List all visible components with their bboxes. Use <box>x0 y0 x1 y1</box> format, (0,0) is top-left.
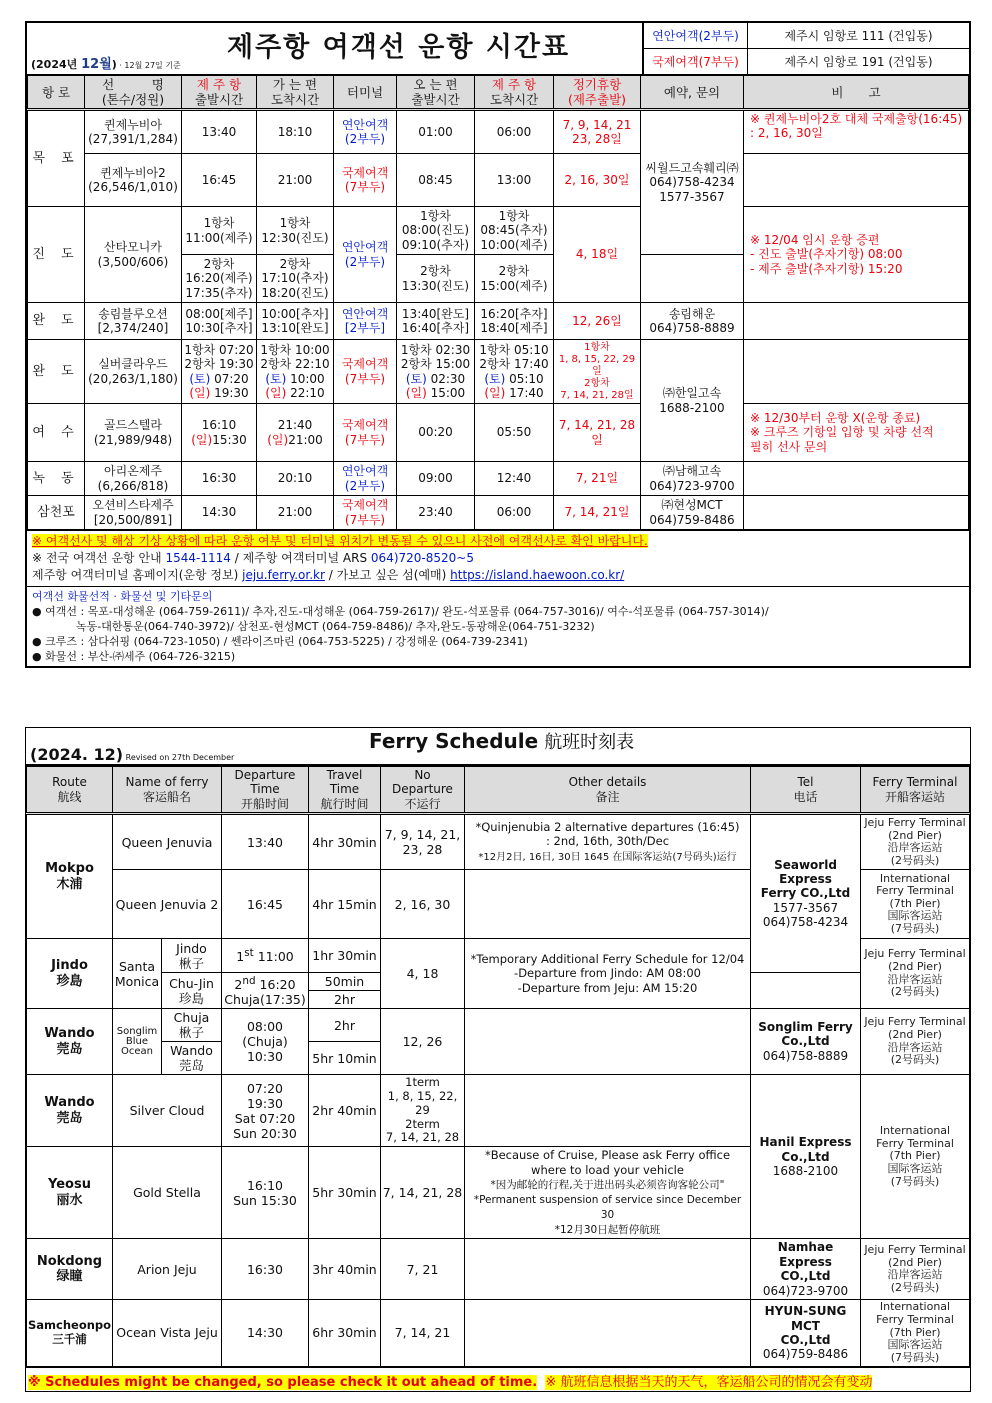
tel-namhae: Namhae Express CO.,Ltd 064)723-9700 <box>751 1239 861 1300</box>
header-route: 항 로 <box>28 76 85 110</box>
english-schedule <box>25 727 971 1392</box>
page-title: 제주항 여객선 운항 시간표 <box>227 32 571 63</box>
schedule-date: (2024. 12) Revised on 27th December <box>30 745 235 764</box>
table-row: 여 수 골드스텔라 (21,989/948) 16:10 (일)15:30 21:40 (일)21:00 국제여객 (7부두) 00:20 05:50 7, 14, 21, 28일 ※ 12/30부터 운항 X(운항 종료) ※ 크루즈 기항일 입항 및 차량 선적 필히 선사 문의 <box>28 404 969 462</box>
page-title: Ferry Schedule 航班时刻表 <box>369 729 635 753</box>
table-header <box>28 76 969 110</box>
ship-name: 송림블루오션 [2,374/240] <box>85 303 182 340</box>
terminal-badge: 국제여객 (7부두) <box>334 340 397 404</box>
remark <box>744 154 969 207</box>
note <box>465 1009 751 1075</box>
terminal-intl: International Ferry Terminal (7th Pier) 国际客运站 (7号码头) <box>861 1299 970 1366</box>
table-row: Chu-Jin 珍島 2nd 16:20 Chuja(17:35) 50min <box>27 973 970 991</box>
holiday: 1항차 1, 8, 15, 22, 29일 2항차 7, 14, 21, 28일 <box>554 340 641 404</box>
terminal-badge: 연안여객 (2부두) <box>334 207 397 303</box>
ship-name: 골드스텔라 (21,989/948) <box>85 404 182 462</box>
ship-name: 오션비스타제주 [20,500/891] <box>85 496 182 530</box>
terminal-badge: 국제여객 (7부두) <box>334 154 397 207</box>
remark <box>744 340 969 404</box>
footer-notice-cn: ※ 航班信息根据当天的天气，客运船公司的情况会有变动 <box>545 1374 873 1390</box>
note <box>465 1299 751 1366</box>
korean-schedule <box>25 21 971 668</box>
route-yeosu: Yeosu 丽水 <box>27 1147 113 1239</box>
table-row: Queen Jenuvia 2 16:45 4hr 15min 2, 16, 30 International Ferry Terminal (7th Pier) 国际客运站 (7号码头) <box>27 870 970 939</box>
holiday: 12, 26일 <box>554 303 641 340</box>
note <box>465 870 751 939</box>
terminal-badge: 국제여객 (7부두) <box>334 404 397 462</box>
table-row: Wando 莞岛 Songlim Blue Ocean Chuja 楸子 08:00 (Chuja) 10:30 2hr 12, 26 Songlim Ferry Co.,Ltd 064)758-8889 Jeju Ferry Terminal (2nd Pier) 沿岸客运站 (2号码头) <box>27 1009 970 1042</box>
tel-songlim: Songlim Ferry Co.,Ltd 064)758-8889 <box>751 1009 861 1075</box>
table-row: 녹 동 아리온제주 (6,266/818) 16:30 20:10 연안여객 (2부두) 09:00 12:40 7, 21일 ㈜남해고속 064)723-9700 <box>28 462 969 496</box>
table-row: 퀸제누비아2 (26,546/1,010) 16:45 21:00 국제여객 (7부두) 08:45 13:00 2, 16, 30일 <box>28 154 969 207</box>
note: *Quinjenubia 2 alternative departures (16:45) : 2nd, 16th, 30th/Dec *12月2日, 16日, 30日 1645 在国际客运站(7号码头)运行 <box>465 814 751 870</box>
table-row: Wando 莞岛 Silver Cloud 07:20 19:30 Sat 07:20 Sun 20:30 2hr 40min 1term 1, 8, 15, 22, 29 2term 7, 14, 21, 28 Hanil Express Co.,Ltd 1688-2100 International Ferry Terminal (7th Pier) 国际客运站 (7号码头) <box>27 1075 970 1147</box>
terminal-address: 제주시 임항로 191 (건입동) <box>748 49 970 75</box>
terminal-homepage-link[interactable]: jeju.ferry.or.kr <box>242 568 325 582</box>
info-phone: 1544-1114 <box>165 551 231 565</box>
table-row: 목 포 퀸제누비아 (27,391/1,284) 13:40 18:10 연안여객 (2부두) 01:00 06:00 7, 9, 14, 21 23, 28일 씨월드고속훼리㈜ 064)758-4234 1577-3567 ※ 퀸제누비아2호 대체 국제출항(16:45) : 2, 16, 30일 <box>28 110 969 154</box>
notice-box: ※ 여객선사 및 해상 기상 상황에 따라 운항 여부 및 터미널 위치가 변동될 수 있으니 사전에 여객선사로 확인 바랍니다. ※ 전국 여객선 운항 안내 1544-1114 / 제주항 여객터미널 ARS 064)720-8520~5 제주항 여객터미널 홈페이지(운항 정보) jeju.ferry.or.kr / 가보고 싶은 섬(예매) https://island.haewoon.co.kr/ <box>27 530 969 586</box>
contact-songlim: 송림해운 064)758-8889 <box>641 303 744 340</box>
schedule-month: 12월 <box>81 57 112 72</box>
holiday: 7, 14, 21, 28일 <box>554 404 641 462</box>
ship-name: 산타모니카 (3,500/606) <box>85 207 182 303</box>
korean-header <box>27 23 969 75</box>
terminal-intl: International Ferry Terminal (7th Pier) 国际客运站 (7号码头) <box>861 1075 970 1239</box>
table-header: Route 航线 Name of ferry 客运船名 Departure Time 开船时间 Travel Time 航行时间 No Departure 不运行 Other details 备注 Tel 电话 Ferry Terminal 开船客运站 <box>27 767 970 814</box>
tel-hanil: Hanil Express Co.,Ltd 1688-2100 <box>751 1075 861 1239</box>
route-mokpo: 목 포 <box>28 110 85 207</box>
route-wando: Wando 莞岛 <box>27 1009 113 1075</box>
korean-timetable <box>27 75 969 530</box>
schedule-date: (2024년 12월) · 12월 27일 기준 <box>31 57 181 72</box>
header-outbound-arrival: 가 는 편 도착시간 <box>257 76 334 110</box>
route-samcheonpo: 삼천포 <box>28 496 85 530</box>
terminal-row <box>644 49 970 75</box>
footer-notice <box>26 1367 970 1391</box>
ship-name: 실버클라우드 (20,263/1,180) <box>85 340 182 404</box>
table-row: Yeosu 丽水 Gold Stella 16:10 Sun 15:30 5hr 30min 7, 14, 21, 28 *Because of Cruise, Please ask Ferry office where to load your vehicle *因为邮轮的行程,关于进出码头必须咨询客轮公司" *Permanent suspension of service since December 30 *12月30日起暂停航班 <box>27 1147 970 1239</box>
route-jindo: 진 도 <box>28 207 85 303</box>
terminal-badge: 연안여객 (2부두) <box>334 110 397 154</box>
terminal-intl: International Ferry Terminal (7th Pier) 国际客运站 (7号码头) <box>861 870 970 939</box>
terminal-address: 제주시 임항로 111 (건입동) <box>748 23 970 49</box>
remark: ※ 12/30부터 운항 X(운항 종료) ※ 크루즈 기항일 입항 및 차량 선적 필히 선사 문의 <box>744 404 969 462</box>
terminal-coastal: Jeju Ferry Terminal (2nd Pier) 沿岸客运站 (2号码头) <box>861 939 970 1009</box>
contact-seaworld: 씨월드고속훼리㈜ 064)758-4234 1577-3567 <box>641 110 744 255</box>
english-header <box>26 728 970 766</box>
cargo-contacts: 여객선 화물선적 · 화물선 및 기타문의 ● 여객선 : 목포-대성해운 (064-759-2611)/ 추자,진도-대성해운 (064-759-2617)/ 완도-석포물류 (064-757-3016)/ 여수-석포물류 (064-757-3014)/ 녹동-대한통운(064-740-3972)/ 삼천포-현성MCT (064-759-8486)/ 추자,완도-동광해운(064-751-3232) ● 크루즈 : 삼다쉬핑 (064-723-1050) / 쎈라이즈마린 (064-753-5225) / 강정해운 (064-739-2341) ● 화물선 : 부산-㈜세주 (064-726-3215) <box>27 586 969 666</box>
route-nokdong: 녹 동 <box>28 462 85 496</box>
holiday: 4, 18일 <box>554 207 641 303</box>
terminal-name: 연안여객(2부두) <box>644 23 748 49</box>
table-row: Wando 莞岛 5hr 10min <box>27 1042 970 1075</box>
table-row: Samcheonpo 三千浦 Ocean Vista Jeju 14:30 6hr 30min 7, 14, 21 HYUN-SUNG MCT CO.,Ltd 064)759-8486 International Ferry Terminal (7th Pier) 国际客运站 (7号码头) <box>27 1299 970 1366</box>
holiday: 2, 16, 30일 <box>554 154 641 207</box>
ship-name: 아리온제주 (6,266/818) <box>85 462 182 496</box>
table-row: 삼천포 오션비스타제주 [20,500/891] 14:30 21:00 국제여객 (7부두) 23:40 06:00 7, 14, 21일 ㈜현성MCT 064)759-8486 <box>28 496 969 530</box>
terminal-badge: 국제여객 (7부두) <box>334 496 397 530</box>
terminal-badge: 연안여객 [2부두] <box>334 303 397 340</box>
table-row: 2hr <box>27 991 970 1009</box>
header-remarks: 비 고 <box>744 76 969 110</box>
ship-name: 퀸제누비아2 (26,546/1,010) <box>85 154 182 207</box>
route-wando: 완 도 <box>28 340 85 404</box>
contact-hyunsung: ㈜현성MCT 064)759-8486 <box>641 496 744 530</box>
terminal-name: 국제여객(7부두) <box>644 49 748 75</box>
remark <box>744 462 969 496</box>
terminal-coastal: Jeju Ferry Terminal (2nd Pier) 沿岸客运站 (2号码头) <box>861 1239 970 1300</box>
route-yeosu: 여 수 <box>28 404 85 462</box>
header-contact: 예약, 문의 <box>641 76 744 110</box>
terminal-badge: 연안여객 (2부두) <box>334 462 397 496</box>
note <box>465 1075 751 1147</box>
ars-phone: 064)720-8520~5 <box>370 551 474 565</box>
english-timetable <box>26 766 970 1367</box>
holiday: 7, 14, 21일 <box>554 496 641 530</box>
route-wando: 완 도 <box>28 303 85 340</box>
terminal-coastal: Jeju Ferry Terminal (2nd Pier) 沿岸客运站 (2号码头) <box>861 1009 970 1075</box>
island-booking-link[interactable]: https://island.haewoon.co.kr/ <box>450 568 625 582</box>
header-ship: 선 명 (톤수/정원) <box>85 76 182 110</box>
header-return-departure: 오 는 편 출발시간 <box>397 76 475 110</box>
table-row: 완 도 송림블루오션 [2,374/240] 08:00[제주] 10:30[추자] 10:00[추자] 13:10[완도] 연안여객 [2부두] 13:40[완도] 16:40[추자] 16:20[추자] 18:40[제주] 12, 26일 송림해운 064)758-8889 <box>28 303 969 340</box>
table-row: 2항차 16:20(제주) 17:35(추자) 2항차 17:10(추자) 18:20(진도) 2항차 13:30(진도) 2항차 15:00(제주) <box>28 255 969 303</box>
date-basis: · 12월 27일 기준 <box>116 61 181 70</box>
table-row: 진 도 산타모니카 (3,500/606) 1항차 11:00(제주) 1항차 12:30(진도) 연안여객 (2부두) 1항차 08:00(진도) 09:10(추자) 1항차 08:45(추자) 10:00(제주) 4, 18일 ※ 12/04 임시 운항 증편 - 진도 출발(추자기항) 08:00 - 제주 출발(추자기항) 15:20 <box>28 207 969 255</box>
note: *Temporary Additional Ferry Schedule for 12/04 -Departure from Jindo: AM 08:00 -Departure from Jeju: AM 15:20 <box>465 939 751 1009</box>
table-row: Jindo 珍島 Santa Monica Jindo 楸子 1st 11:00 1hr 30min 4, 18 *Temporary Additional Ferry Schedule for 12/04 -Departure from Jindo: AM 08:00 -Departure from Jeju: AM 15:20 Jeju Ferry Terminal (2nd Pier) 沿岸客运站 (2号码头) <box>27 939 970 973</box>
terminal-address-table <box>642 23 969 74</box>
header-jeju-departure: 제 주 항 출발시간 <box>182 76 257 110</box>
table-row: Mokpo 木浦 Queen Jenuvia 13:40 4hr 30min 7, 9, 14, 21, 23, 28 *Quinjenubia 2 alternative departures (16:45) : 2nd, 16th, 30th/Dec *12月2日, 16日, 30日 1645 在国际客运站(7号码头)运行 Seaworld Express Ferry CO.,Ltd 1577-3567 064)758-4234 Jeju Ferry Terminal (2nd Pier) 沿岸客运站 (2号码头) <box>27 814 970 870</box>
footer-notice-en: ※ Schedules might be changed, so please check it out ahead of time. <box>28 1374 538 1390</box>
remark: ※ 퀸제누비아2호 대체 국제출항(16:45) : 2, 16, 30일 <box>744 110 969 154</box>
header-jeju-arrival: 제 주 항 도착시간 <box>475 76 554 110</box>
terminal-coastal: Jeju Ferry Terminal (2nd Pier) 沿岸客运站 (2号码头) <box>861 814 970 870</box>
warning-notice: ※ 여객선사 및 해상 기상 상황에 따라 운항 여부 및 터미널 위치가 변동될 수 있으니 사전에 여객선사로 확인 바랍니다. <box>32 534 648 548</box>
header-terminal: 터미널 <box>334 76 397 110</box>
route-wando: Wando 莞岛 <box>27 1075 113 1147</box>
tel-seaworld: Seaworld Express Ferry CO.,Ltd 1577-3567 064)758-4234 <box>751 814 861 973</box>
contact-namhae: ㈜남해고속 064)723-9700 <box>641 462 744 496</box>
terminal-row <box>644 23 970 49</box>
note: *Because of Cruise, Please ask Ferry office where to load your vehicle *因为邮轮的行程,关于进出码头必须咨询客轮公司" *Permanent suspension of service since December 30 *12月30日起暂停航班 <box>465 1147 751 1239</box>
remark: ※ 12/04 임시 운항 증편 - 진도 출발(추자기항) 08:00 - 제주 출발(추자기항) 15:20 <box>744 207 969 303</box>
note <box>465 1239 751 1300</box>
table-row: Nokdong 绿瞳 Arion Jeju 16:30 3hr 40min 7, 21 Namhae Express CO.,Ltd 064)723-9700 Jeju Ferry Terminal (2nd Pier) 沿岸客运站 (2号码头) <box>27 1239 970 1300</box>
tel-hyunsung: HYUN-SUNG MCT CO.,Ltd 064)759-8486 <box>751 1299 861 1366</box>
contact-hanil: ㈜한일고속 1688-2100 <box>641 340 744 462</box>
table-row: 완 도 실버클라우드 (20,263/1,180) 1항차 07:20 2항차 19:30 (토) 07:20 (일) 19:30 1항차 10:00 2항차 22:10 (토) 10:00 (일) 22:10 국제여객 (7부두) 1항차 02:30 2항차 15:00 (토) 02:30 (일) 15:00 1항차 05:10 2항차 17:40 (토) 05:10 (일) 17:40 1항차 1, 8, 15, 22, 29일 2항차 7, 14, 21, 28일 ㈜한일고속 1688-2100 <box>28 340 969 404</box>
route-jindo: Jindo 珍島 <box>27 939 113 1009</box>
ship-name: 퀸제누비아 (27,391/1,284) <box>85 110 182 154</box>
remark <box>744 496 969 530</box>
remark <box>744 303 969 340</box>
route-nokdong: Nokdong 绿瞳 <box>27 1239 113 1300</box>
route-samcheonpo: Samcheonpo 三千浦 <box>27 1299 113 1366</box>
header-regular-holiday: 정기휴항 (제주출발) <box>554 76 641 110</box>
holiday: 7, 9, 14, 21 23, 28일 <box>554 110 641 154</box>
holiday: 7, 21일 <box>554 462 641 496</box>
contacts-title: 여객선 화물선적 · 화물선 및 기타문의 <box>32 590 213 603</box>
route-mokpo: Mokpo 木浦 <box>27 814 113 939</box>
